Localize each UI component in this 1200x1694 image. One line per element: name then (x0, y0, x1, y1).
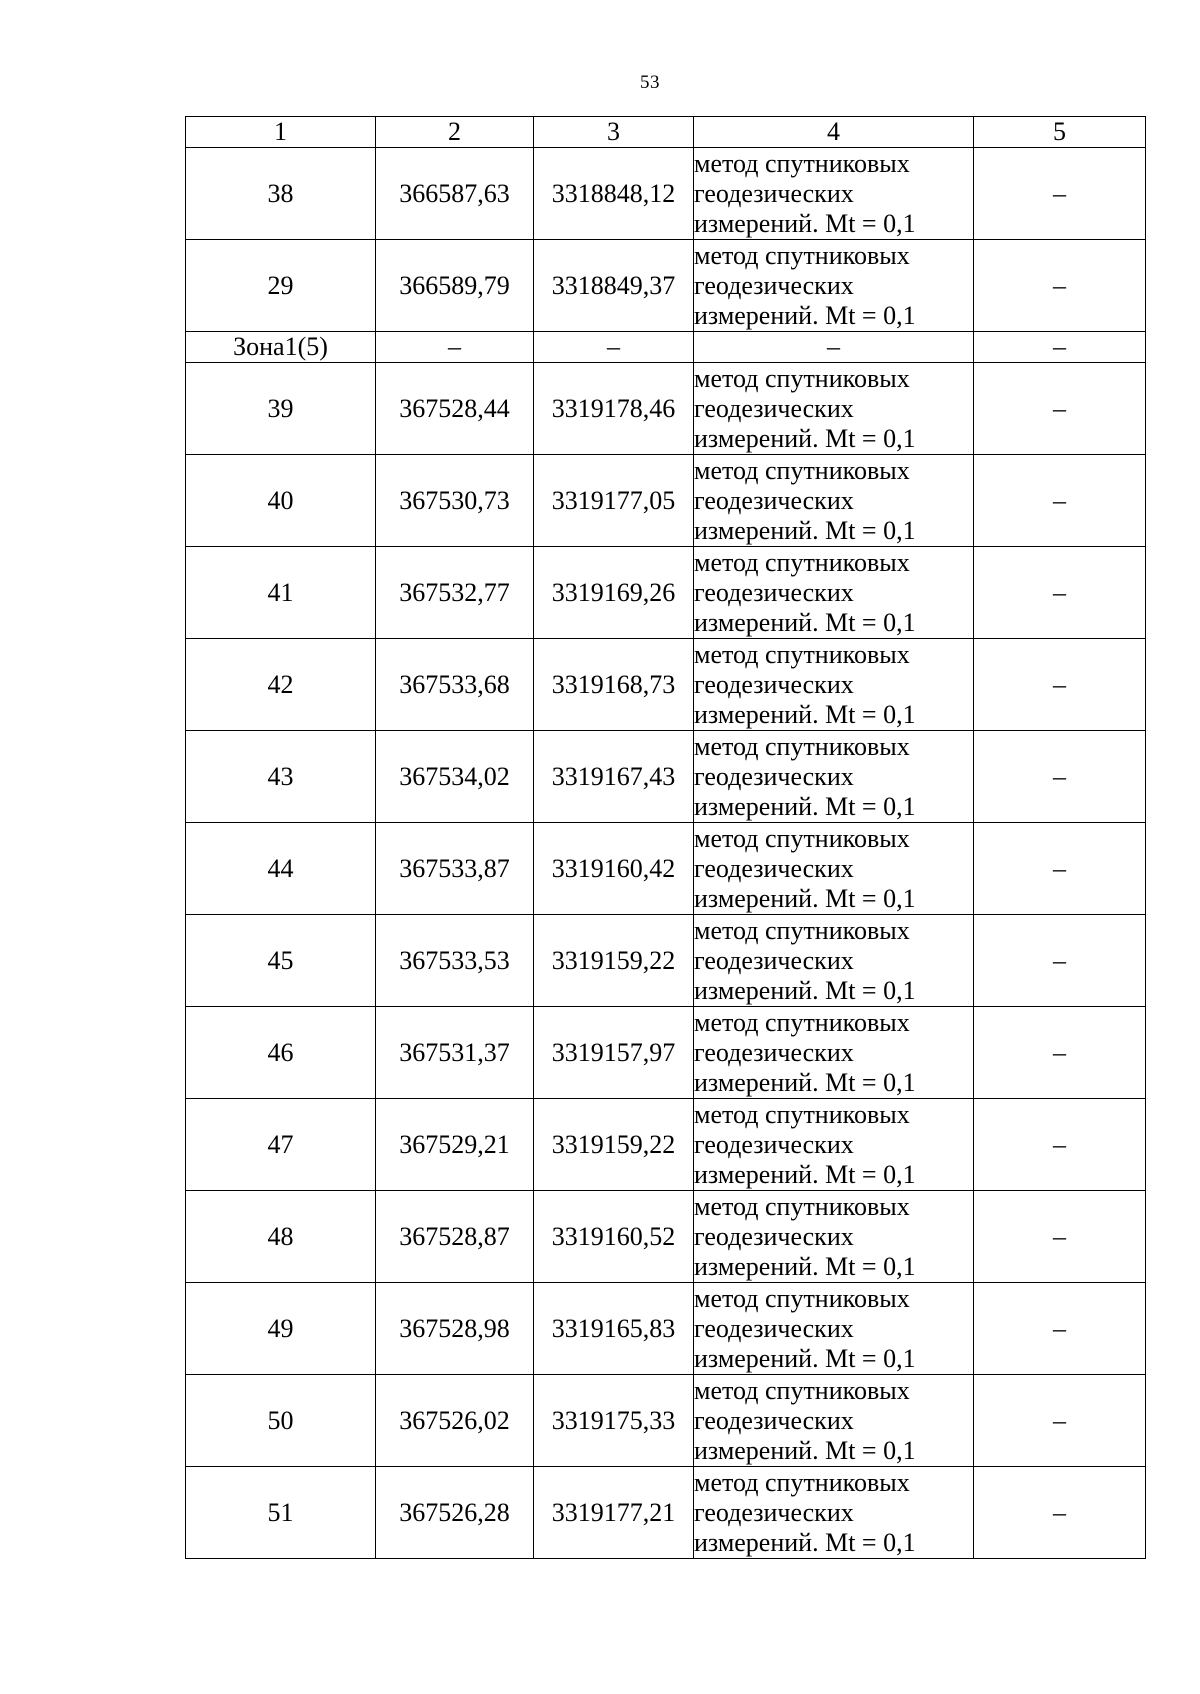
point-number-cell: 47 (186, 1099, 376, 1191)
column-header: 4 (694, 117, 974, 148)
point-number-cell: 51 (186, 1467, 376, 1559)
method-text-line: измерений. Mt = 0,1 (694, 1343, 916, 1373)
y-coordinate-cell: 3318849,37 (534, 240, 694, 332)
method-text-line: метод спутниковых (694, 547, 910, 577)
y-coordinate-cell: 3319175,33 (534, 1375, 694, 1467)
point-number-cell: 50 (186, 1375, 376, 1467)
y-coordinate-cell: 3319178,46 (534, 363, 694, 455)
method-text-line: геодезических (694, 1313, 854, 1343)
method-text-line: измерений. Mt = 0,1 (694, 515, 916, 545)
method-cell (694, 1375, 974, 1467)
point-number-cell: 38 (186, 148, 376, 240)
note-cell: – (974, 1099, 1146, 1191)
method-text-line: геодезических (694, 485, 854, 515)
method-text-line: – (827, 332, 840, 361)
method-text-line: измерений. Mt = 0,1 (694, 699, 916, 729)
note-cell: – (974, 731, 1146, 823)
method-text-line: измерений. Mt = 0,1 (694, 1067, 916, 1097)
x-coordinate-cell: 367529,21 (376, 1099, 534, 1191)
y-coordinate-cell: 3319177,21 (534, 1467, 694, 1559)
table-row (186, 1283, 1146, 1375)
x-coordinate-cell: 367533,68 (376, 639, 534, 731)
table-row (186, 240, 1146, 332)
method-text-line: метод спутниковых (694, 148, 910, 178)
table-body (186, 117, 1146, 1559)
note-cell: – (974, 915, 1146, 1007)
x-coordinate-cell: 366587,63 (376, 148, 534, 240)
method-cell (694, 1191, 974, 1283)
x-coordinate-cell: 367534,02 (376, 731, 534, 823)
note-cell: – (974, 148, 1146, 240)
method-text-line: геодезических (694, 1037, 854, 1067)
table-row (186, 731, 1146, 823)
x-coordinate-cell: 366589,79 (376, 240, 534, 332)
note-cell: – (974, 240, 1146, 332)
method-text-line: геодезических (694, 270, 854, 300)
y-coordinate-cell: – (534, 332, 694, 363)
method-text-line: измерений. Mt = 0,1 (694, 607, 916, 637)
method-text-line: геодезических (694, 761, 854, 791)
table-row (186, 148, 1146, 240)
method-text-line: геодезических (694, 577, 854, 607)
note-cell: – (974, 1191, 1146, 1283)
column-header: 3 (534, 117, 694, 148)
x-coordinate-cell: 367531,37 (376, 1007, 534, 1099)
method-text-line: геодезических (694, 1129, 854, 1159)
x-coordinate-cell: 367533,87 (376, 823, 534, 915)
method-cell (694, 240, 974, 332)
y-coordinate-cell: 3319167,43 (534, 731, 694, 823)
x-coordinate-cell: 367528,87 (376, 1191, 534, 1283)
point-number-cell: 43 (186, 731, 376, 823)
method-cell (694, 547, 974, 639)
note-cell: – (974, 823, 1146, 915)
method-text-line: геодезических (694, 1405, 854, 1435)
y-coordinate-cell: 3319159,22 (534, 915, 694, 1007)
method-cell (694, 1007, 974, 1099)
point-number-cell: 44 (186, 823, 376, 915)
method-text-line: геодезических (694, 1221, 854, 1251)
method-text-line: измерений. Mt = 0,1 (694, 1251, 916, 1281)
x-coordinate-cell: 367526,02 (376, 1375, 534, 1467)
method-cell (694, 148, 974, 240)
table-row (186, 1007, 1146, 1099)
method-cell (694, 731, 974, 823)
y-coordinate-cell: 3319177,05 (534, 455, 694, 547)
x-coordinate-cell: 367530,73 (376, 455, 534, 547)
y-coordinate-cell: 3319168,73 (534, 639, 694, 731)
method-text-line: измерений. Mt = 0,1 (694, 883, 916, 913)
y-coordinate-cell: 3319159,22 (534, 1099, 694, 1191)
method-cell (694, 915, 974, 1007)
note-cell: – (974, 1467, 1146, 1559)
method-text-line: метод спутниковых (694, 1099, 910, 1129)
method-text-line: метод спутниковых (694, 1467, 910, 1497)
method-text-line: геодезических (694, 945, 854, 975)
method-text-line: метод спутниковых (694, 1007, 910, 1037)
y-coordinate-cell: 3319165,83 (534, 1283, 694, 1375)
note-cell: – (974, 1375, 1146, 1467)
method-text-line: измерений. Mt = 0,1 (694, 423, 916, 453)
method-text-line: метод спутниковых (694, 639, 910, 669)
column-header: 2 (376, 117, 534, 148)
y-coordinate-cell: 3318848,12 (534, 148, 694, 240)
method-text-line: геодезических (694, 178, 854, 208)
table-row (186, 1375, 1146, 1467)
method-text-line: метод спутниковых (694, 823, 910, 853)
table-row (186, 1099, 1146, 1191)
x-coordinate-cell: – (376, 332, 534, 363)
column-header: 1 (186, 117, 376, 148)
method-text-line: измерений. Mt = 0,1 (694, 1159, 916, 1189)
point-number-cell: 39 (186, 363, 376, 455)
table-row (186, 1191, 1146, 1283)
column-header: 5 (974, 117, 1146, 148)
table-row (186, 823, 1146, 915)
method-text-line: метод спутниковых (694, 1375, 910, 1405)
note-cell: – (974, 1283, 1146, 1375)
method-text-line: метод спутниковых (694, 1191, 910, 1221)
method-cell (694, 1467, 974, 1559)
x-coordinate-cell: 367526,28 (376, 1467, 534, 1559)
x-coordinate-cell: 367528,98 (376, 1283, 534, 1375)
method-cell (694, 823, 974, 915)
point-number-cell: 40 (186, 455, 376, 547)
table-row (186, 547, 1146, 639)
coordinates-table (185, 116, 1146, 1559)
method-text-line: метод спутниковых (694, 1283, 910, 1313)
y-coordinate-cell: 3319160,42 (534, 823, 694, 915)
method-text-line: метод спутниковых (694, 455, 910, 485)
note-cell: – (974, 332, 1146, 363)
method-text-line: измерений. Mt = 0,1 (694, 300, 916, 330)
y-coordinate-cell: 3319169,26 (534, 547, 694, 639)
method-text-line: метод спутниковых (694, 915, 910, 945)
method-text-line: метод спутниковых (694, 240, 910, 270)
note-cell: – (974, 363, 1146, 455)
method-cell (694, 639, 974, 731)
table-row (186, 1467, 1146, 1559)
x-coordinate-cell: 367533,53 (376, 915, 534, 1007)
note-cell: – (974, 547, 1146, 639)
method-text-line: измерений. Mt = 0,1 (694, 208, 916, 238)
point-number-cell: 49 (186, 1283, 376, 1375)
x-coordinate-cell: 367532,77 (376, 547, 534, 639)
table-row (186, 639, 1146, 731)
method-cell (694, 1283, 974, 1375)
method-cell (694, 332, 974, 363)
method-text-line: метод спутниковых (694, 363, 910, 393)
point-number-cell: 42 (186, 639, 376, 731)
point-number-cell: 48 (186, 1191, 376, 1283)
method-text-line: геодезических (694, 1497, 854, 1527)
point-number-cell: 46 (186, 1007, 376, 1099)
table-row (186, 455, 1146, 547)
method-text-line: измерений. Mt = 0,1 (694, 791, 916, 821)
zone-row (186, 332, 1146, 363)
table-row (186, 363, 1146, 455)
note-cell: – (974, 455, 1146, 547)
point-number-cell: Зона1(5) (186, 332, 376, 363)
y-coordinate-cell: 3319160,52 (534, 1191, 694, 1283)
method-text-line: геодезических (694, 669, 854, 699)
method-text-line: метод спутниковых (694, 731, 910, 761)
table-row (186, 915, 1146, 1007)
method-cell (694, 455, 974, 547)
note-cell: – (974, 1007, 1146, 1099)
method-text-line: измерений. Mt = 0,1 (694, 975, 916, 1005)
method-cell (694, 1099, 974, 1191)
page-number: 53 (640, 72, 660, 93)
method-text-line: измерений. Mt = 0,1 (694, 1435, 916, 1465)
method-cell (694, 363, 974, 455)
point-number-cell: 45 (186, 915, 376, 1007)
point-number-cell: 41 (186, 547, 376, 639)
note-cell: – (974, 639, 1146, 731)
x-coordinate-cell: 367528,44 (376, 363, 534, 455)
method-text-line: геодезических (694, 393, 854, 423)
method-text-line: геодезических (694, 853, 854, 883)
table-header-row (186, 117, 1146, 148)
point-number-cell: 29 (186, 240, 376, 332)
y-coordinate-cell: 3319157,97 (534, 1007, 694, 1099)
method-text-line: измерений. Mt = 0,1 (694, 1527, 916, 1557)
